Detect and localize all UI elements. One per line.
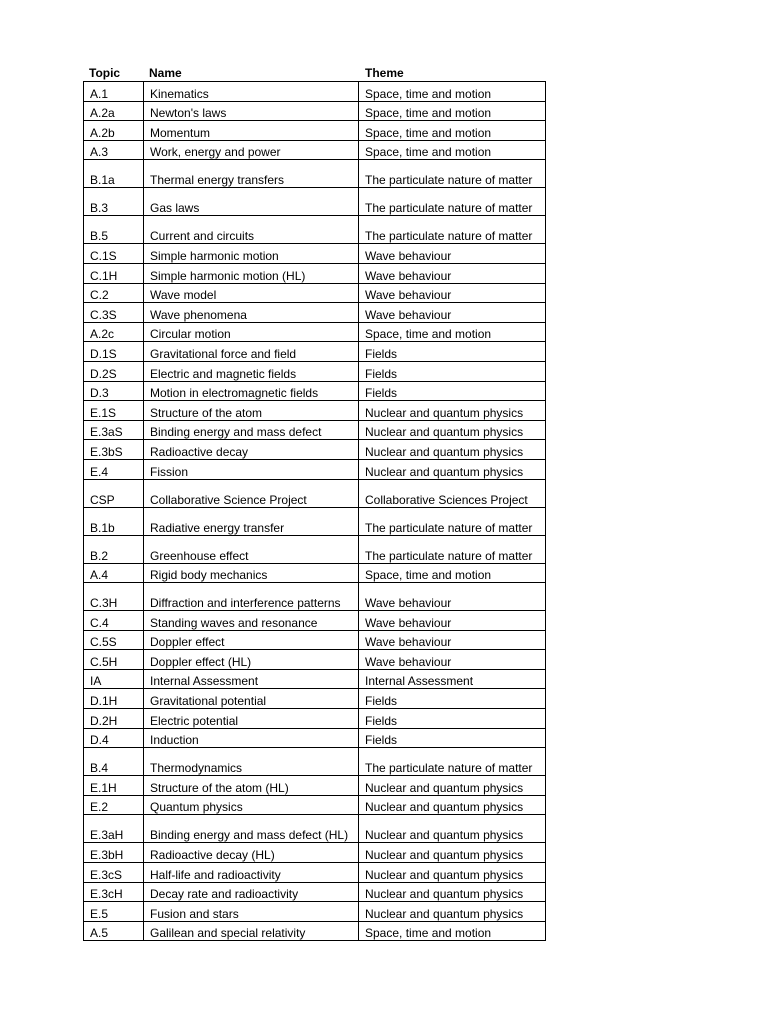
cell-name: Rigid body mechanics (144, 563, 359, 583)
cell-theme: Fields (359, 728, 546, 748)
cell-name: Gravitational force and field (144, 342, 359, 362)
cell-theme: Space, time and motion (359, 121, 546, 141)
cell-name: Collaborative Science Project (144, 479, 359, 507)
table-row (84, 420, 546, 440)
topics-table (83, 81, 546, 941)
table-row (84, 140, 546, 160)
table-row (84, 101, 546, 121)
cell-topic: IA (84, 669, 144, 689)
cell-topic: E.2 (84, 795, 144, 815)
cell-theme: Internal Assessment (359, 669, 546, 689)
cell-name: Work, energy and power (144, 140, 359, 160)
cell-theme: The particulate nature of matter (359, 535, 546, 563)
cell-topic: C.1H (84, 263, 144, 283)
cell-topic: E.3aS (84, 420, 144, 440)
table-row (84, 401, 546, 421)
cell-name: Kinematics (144, 82, 359, 102)
cell-topic: B.5 (84, 216, 144, 244)
cell-name: Half-life and radioactivity (144, 863, 359, 883)
header-name: Name (149, 66, 182, 80)
cell-theme: The particulate nature of matter (359, 188, 546, 216)
cell-name: Radiative energy transfer (144, 507, 359, 535)
table-row (84, 507, 546, 535)
table-row (84, 689, 546, 709)
cell-theme: Space, time and motion (359, 322, 546, 342)
table-row (84, 630, 546, 650)
cell-theme: Fields (359, 361, 546, 381)
cell-topic: C.3S (84, 303, 144, 323)
table-row (84, 748, 546, 776)
cell-theme: The particulate nature of matter (359, 216, 546, 244)
table-row (84, 815, 546, 843)
cell-theme: The particulate nature of matter (359, 507, 546, 535)
table-row (84, 381, 546, 401)
cell-name: Diffraction and interference patterns (144, 583, 359, 611)
cell-topic: A.5 (84, 921, 144, 941)
cell-topic: B.4 (84, 748, 144, 776)
cell-topic: D.2S (84, 361, 144, 381)
cell-name: Fusion and stars (144, 902, 359, 922)
cell-name: Electric potential (144, 709, 359, 729)
cell-theme: Space, time and motion (359, 140, 546, 160)
cell-topic: E.3bS (84, 440, 144, 460)
cell-theme: Space, time and motion (359, 921, 546, 941)
cell-topic: A.4 (84, 563, 144, 583)
cell-theme: Space, time and motion (359, 101, 546, 121)
cell-name: Induction (144, 728, 359, 748)
cell-topic: B.1b (84, 507, 144, 535)
cell-theme: Nuclear and quantum physics (359, 440, 546, 460)
cell-name: Fission (144, 459, 359, 479)
cell-name: Current and circuits (144, 216, 359, 244)
cell-theme: Nuclear and quantum physics (359, 902, 546, 922)
cell-name: Gravitational potential (144, 689, 359, 709)
table-row (84, 160, 546, 188)
cell-name: Binding energy and mass defect (144, 420, 359, 440)
cell-topic: C.1S (84, 244, 144, 264)
table-row (84, 535, 546, 563)
cell-name: Radioactive decay (HL) (144, 843, 359, 863)
cell-topic: C.5S (84, 630, 144, 650)
table-row (84, 611, 546, 631)
table-row (84, 882, 546, 902)
cell-theme: Wave behaviour (359, 583, 546, 611)
cell-theme: Nuclear and quantum physics (359, 420, 546, 440)
cell-topic: C.5H (84, 650, 144, 670)
cell-topic: E.3aH (84, 815, 144, 843)
cell-topic: E.3bH (84, 843, 144, 863)
table-row (84, 776, 546, 796)
cell-name: Decay rate and radioactivity (144, 882, 359, 902)
cell-topic: A.3 (84, 140, 144, 160)
cell-theme: Fields (359, 689, 546, 709)
table-row (84, 216, 546, 244)
table-row (84, 563, 546, 583)
table-row (84, 583, 546, 611)
cell-theme: Wave behaviour (359, 630, 546, 650)
cell-name: Simple harmonic motion (144, 244, 359, 264)
table-row (84, 459, 546, 479)
cell-theme: Collaborative Sciences Project (359, 479, 546, 507)
header-theme: Theme (365, 66, 404, 80)
cell-theme: Nuclear and quantum physics (359, 401, 546, 421)
cell-topic: E.3cS (84, 863, 144, 883)
cell-topic: D.4 (84, 728, 144, 748)
cell-name: Thermal energy transfers (144, 160, 359, 188)
cell-topic: C.3H (84, 583, 144, 611)
cell-name: Momentum (144, 121, 359, 141)
cell-topic: D.2H (84, 709, 144, 729)
cell-name: Doppler effect (HL) (144, 650, 359, 670)
cell-topic: B.1a (84, 160, 144, 188)
cell-topic: C.2 (84, 283, 144, 303)
table-row (84, 440, 546, 460)
cell-theme: Wave behaviour (359, 283, 546, 303)
cell-theme: Nuclear and quantum physics (359, 776, 546, 796)
cell-topic: CSP (84, 479, 144, 507)
table-row (84, 188, 546, 216)
cell-topic: E.4 (84, 459, 144, 479)
table-row (84, 843, 546, 863)
cell-topic: A.2c (84, 322, 144, 342)
cell-theme: Nuclear and quantum physics (359, 459, 546, 479)
cell-theme: Fields (359, 381, 546, 401)
cell-topic: E.5 (84, 902, 144, 922)
cell-name: Internal Assessment (144, 669, 359, 689)
topics-sheet (83, 62, 545, 941)
cell-name: Wave phenomena (144, 303, 359, 323)
table-row (84, 709, 546, 729)
cell-name: Gas laws (144, 188, 359, 216)
cell-name: Doppler effect (144, 630, 359, 650)
cell-theme: Space, time and motion (359, 563, 546, 583)
cell-name: Binding energy and mass defect (HL) (144, 815, 359, 843)
cell-name: Greenhouse effect (144, 535, 359, 563)
cell-name: Quantum physics (144, 795, 359, 815)
cell-name: Simple harmonic motion (HL) (144, 263, 359, 283)
cell-name: Standing waves and resonance (144, 611, 359, 631)
cell-theme: Wave behaviour (359, 650, 546, 670)
cell-theme: Space, time and motion (359, 82, 546, 102)
table-row (84, 650, 546, 670)
cell-name: Electric and magnetic fields (144, 361, 359, 381)
cell-theme: Wave behaviour (359, 263, 546, 283)
header-topic: Topic (89, 66, 121, 80)
cell-theme: Nuclear and quantum physics (359, 882, 546, 902)
cell-name: Wave model (144, 283, 359, 303)
table-row (84, 728, 546, 748)
cell-topic: C.4 (84, 611, 144, 631)
cell-name: Newton's laws (144, 101, 359, 121)
table-row (84, 322, 546, 342)
cell-topic: A.2b (84, 121, 144, 141)
table-row (84, 863, 546, 883)
cell-theme: Wave behaviour (359, 244, 546, 264)
table-row (84, 342, 546, 362)
cell-theme: Wave behaviour (359, 611, 546, 631)
cell-name: Galilean and special relativity (144, 921, 359, 941)
table-row (84, 121, 546, 141)
table-row (84, 263, 546, 283)
topics-table-body (84, 82, 546, 941)
cell-name: Structure of the atom (144, 401, 359, 421)
table-row (84, 479, 546, 507)
cell-topic: E.3cH (84, 882, 144, 902)
table-row (84, 303, 546, 323)
cell-theme: Nuclear and quantum physics (359, 795, 546, 815)
cell-topic: A.1 (84, 82, 144, 102)
table-row (84, 902, 546, 922)
cell-topic: D.3 (84, 381, 144, 401)
cell-topic: A.2a (84, 101, 144, 121)
cell-name: Circular motion (144, 322, 359, 342)
cell-theme: Fields (359, 709, 546, 729)
cell-theme: Nuclear and quantum physics (359, 815, 546, 843)
table-row (84, 82, 546, 102)
cell-topic: B.2 (84, 535, 144, 563)
cell-topic: D.1S (84, 342, 144, 362)
cell-theme: Nuclear and quantum physics (359, 843, 546, 863)
table-row (84, 361, 546, 381)
cell-name: Thermodynamics (144, 748, 359, 776)
cell-topic: B.3 (84, 188, 144, 216)
cell-name: Structure of the atom (HL) (144, 776, 359, 796)
table-row (84, 921, 546, 941)
cell-topic: E.1H (84, 776, 144, 796)
cell-theme: The particulate nature of matter (359, 748, 546, 776)
cell-topic: D.1H (84, 689, 144, 709)
table-row (84, 244, 546, 264)
cell-theme: Wave behaviour (359, 303, 546, 323)
table-header (83, 62, 545, 81)
table-row (84, 669, 546, 689)
cell-theme: The particulate nature of matter (359, 160, 546, 188)
cell-theme: Fields (359, 342, 546, 362)
cell-topic: E.1S (84, 401, 144, 421)
cell-name: Radioactive decay (144, 440, 359, 460)
table-row (84, 283, 546, 303)
cell-theme: Nuclear and quantum physics (359, 863, 546, 883)
cell-name: Motion in electromagnetic fields (144, 381, 359, 401)
table-row (84, 795, 546, 815)
